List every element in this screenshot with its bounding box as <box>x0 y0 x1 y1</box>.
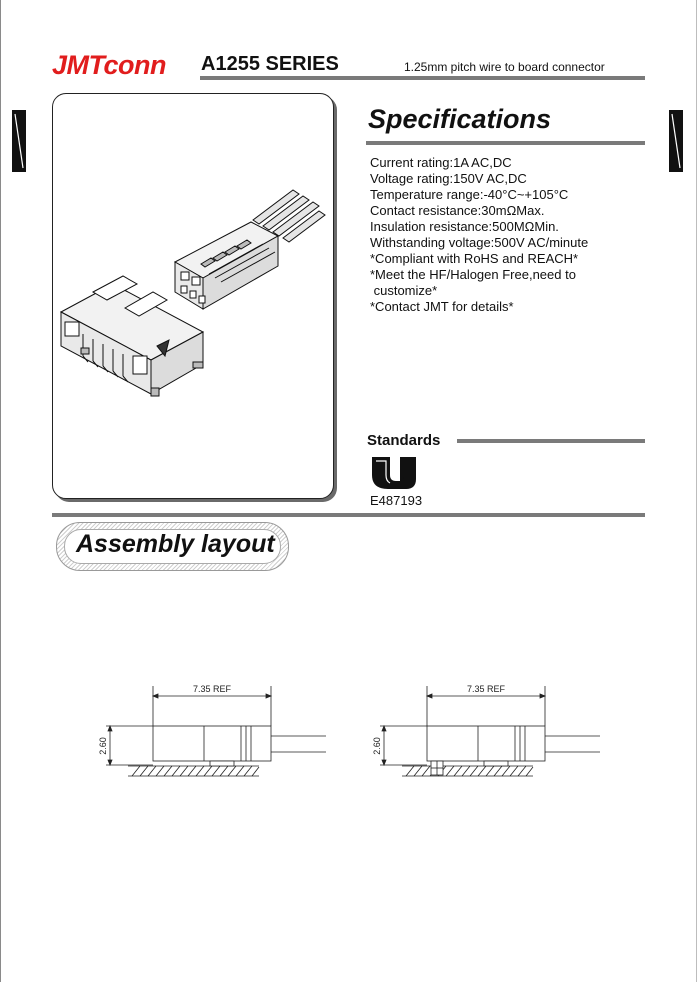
drawing-2-height-label: 2.60 <box>372 737 382 755</box>
edge-tab-right-slash-icon <box>669 110 683 172</box>
drawing-1-height-label: 2.60 <box>98 737 108 755</box>
spec-item: Current rating:1A AC,DC <box>370 155 512 170</box>
spec-item: Insulation resistance:500MΩMin. <box>370 219 559 234</box>
specifications-title: Specifications <box>368 104 552 134</box>
spec-item: Withstanding voltage:500V AC/minute <box>370 235 589 250</box>
specifications-list <box>370 155 588 315</box>
edge-tab-right <box>669 110 683 172</box>
spec-item: customize* <box>370 283 438 298</box>
assembly-layout-title: Assembly layout <box>76 530 275 558</box>
assembly-drawing-1 <box>96 680 336 784</box>
page-border-left <box>0 0 1 982</box>
section-divider <box>52 513 645 517</box>
ul-recognized-icon-graphic <box>370 455 426 491</box>
product-photo-frame <box>52 93 334 499</box>
standards-title: Standards <box>367 432 441 449</box>
product-tagline: 1.25mm pitch wire to board connector <box>404 60 605 74</box>
edge-tab-left-slash-icon <box>12 110 26 172</box>
spec-item: Voltage rating:150V AC,DC <box>370 171 527 186</box>
spec-item: *Contact JMT for details* <box>370 299 514 314</box>
ul-recognized-icon <box>370 455 426 496</box>
drawing-2-width-label: 7.35 REF <box>466 684 506 694</box>
standards-rule <box>457 439 645 443</box>
series-title: A1255 SERIES <box>201 53 339 75</box>
spec-item: *Compliant with RoHS and REACH* <box>370 251 579 266</box>
connector-product-image <box>53 94 333 498</box>
edge-tab-left <box>12 110 26 172</box>
certificate-number: E487193 <box>370 493 423 508</box>
spec-item: Temperature range:-40°C~+105°C <box>370 187 569 202</box>
spec-item: Contact resistance:30mΩMax. <box>370 203 545 218</box>
specifications-rule <box>366 141 645 145</box>
spec-item: *Meet the HF/Halogen Free,need to <box>370 267 576 282</box>
brand-logo: JMTconn <box>52 50 166 80</box>
header-rule <box>200 76 645 80</box>
assembly-drawing-2 <box>370 680 610 784</box>
drawing-1-width-label: 7.35 REF <box>192 684 232 694</box>
